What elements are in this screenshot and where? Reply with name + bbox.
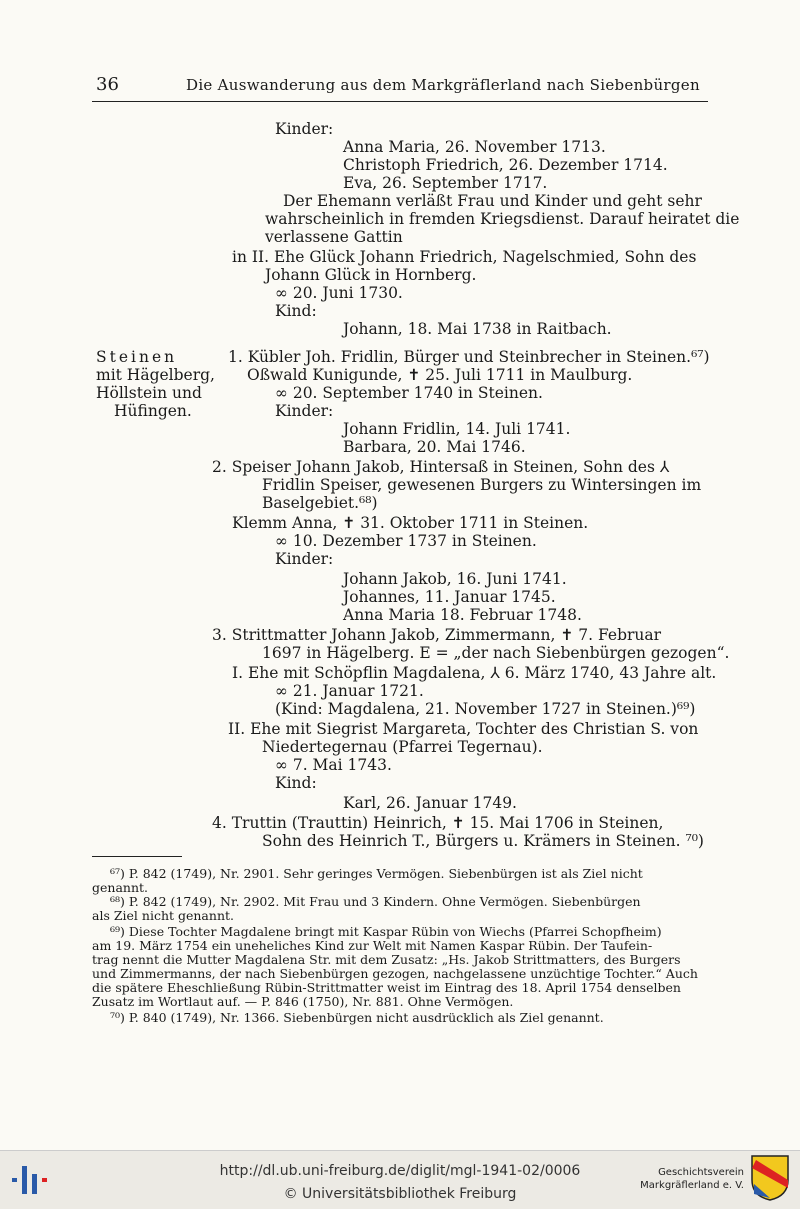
- text-line: Johann Fridlin, 14. Juli 1741.: [343, 420, 571, 438]
- footnote-line: und Zimmermanns, der nach Siebenbürgen gezogen, nachgelassene unzüchtige Tochter.“ Auch: [92, 966, 698, 981]
- text-line: verlassene Gattin: [265, 228, 403, 246]
- text-line: 4. Truttin (Trauttin) Heinrich, ✝ 15. Mai 1706 in Steinen,: [212, 814, 664, 832]
- text-line: Anna Maria 18. Februar 1748.: [343, 606, 582, 624]
- footnote-line: die spätere Eheschließung Rübin-Strittmatter weist im Eintrag des 18. April 1754 denselben: [92, 980, 681, 995]
- text-line: Johann Jakob, 16. Juni 1741.: [343, 570, 567, 588]
- footnote-line: ⁶⁸) P. 842 (1749), Nr. 2902. Mit Frau und 3 Kindern. Ohne Vermögen. Siebenbürgen: [110, 894, 641, 909]
- text-line: ∞ 21. Januar 1721.: [275, 682, 424, 700]
- text-line: Kind:: [275, 302, 317, 320]
- copyright-text: © Universitätsbibliothek Freiburg: [283, 1186, 517, 1202]
- margin-note-line: Steinen: [96, 348, 178, 366]
- text-line: Kinder:: [275, 120, 334, 138]
- footnote-line: am 19. März 1754 ein uneheliches Kind zur Welt mit Namen Kaspar Rübin. Der Taufein-: [92, 938, 653, 953]
- society-name-line1: Geschichtsverein: [658, 1167, 744, 1178]
- page-number: 36: [96, 74, 119, 95]
- society-name: [640, 1166, 744, 1192]
- text-line: Kinder:: [275, 402, 334, 420]
- footnote-line: Zusatz im Wortlaut auf. — P. 846 (1750), Nr. 881. Ohne Vermögen.: [92, 994, 514, 1009]
- text-line: Fridlin Speiser, gewesenen Burgers zu Wintersingen im: [262, 476, 702, 494]
- text-line: Baselgebiet.⁶⁸): [262, 494, 378, 512]
- footnote-line: als Ziel nicht genannt.: [92, 908, 234, 923]
- text-line: in II. Ehe Glück Johann Friedrich, Nagelschmied, Sohn des: [232, 248, 697, 266]
- margin-note-line: Hüfingen.: [114, 402, 192, 420]
- footnote-rule: [92, 856, 182, 857]
- text-line: ∞ 20. September 1740 in Steinen.: [275, 384, 543, 402]
- header-rule: [92, 101, 708, 102]
- text-line: Karl, 26. Januar 1749.: [343, 794, 517, 812]
- text-line: Niedertegernau (Pfarrei Tegernau).: [262, 738, 543, 756]
- text-line: Barbara, 20. Mai 1746.: [343, 438, 526, 456]
- text-line: ∞ 10. Dezember 1737 in Steinen.: [275, 532, 537, 550]
- text-line: 3. Strittmatter Johann Jakob, Zimmermann, ✝ 7. Februar: [212, 626, 662, 644]
- text-line: Der Ehemann verläßt Frau und Kinder und geht sehr: [283, 192, 702, 210]
- text-line: I. Ehe mit Schöpflin Magdalena, ⅄ 6. März 1740, 43 Jahre alt.: [232, 664, 717, 682]
- footnote-line: ⁷⁰) P. 840 (1749), Nr. 1366. Siebenbürgen nicht ausdrücklich als Ziel genannt.: [110, 1010, 604, 1025]
- text-line: ∞ 7. Mai 1743.: [275, 756, 392, 774]
- text-line: Oßwald Kunigunde, ✝ 25. Juli 1711 in Maulburg.: [247, 366, 633, 384]
- text-line: 1697 in Hägelberg. E = „der nach Siebenbürgen gezogen“.: [262, 644, 730, 662]
- running-title: Die Auswanderung aus dem Markgräflerland nach Siebenbürgen: [186, 76, 700, 94]
- footnote-line: ⁶⁷) P. 842 (1749), Nr. 2901. Sehr geringes Vermögen. Siebenbürgen ist als Ziel nicht: [110, 866, 643, 881]
- text-line: Christoph Friedrich, 26. Dezember 1714.: [343, 156, 668, 174]
- society-name-line2: Markgräflerland e. V.: [640, 1180, 744, 1191]
- footnote-line: ⁶⁹) Diese Tochter Magdalene bringt mit Kaspar Rübin von Wiechs (Pfarrei Schopfheim): [110, 924, 662, 939]
- text-line: Sohn des Heinrich T., Bürgers u. Krämers in Steinen. ⁷⁰): [262, 832, 704, 850]
- text-line: Johann, 18. Mai 1738 in Raitbach.: [343, 320, 612, 338]
- text-line: Anna Maria, 26. November 1713.: [343, 138, 606, 156]
- text-line: II. Ehe mit Siegrist Margareta, Tochter des Christian S. von: [228, 720, 699, 738]
- margin-note-line: mit Hägelberg,: [96, 366, 215, 384]
- text-line: Kinder:: [275, 550, 334, 568]
- text-line: wahrscheinlich in fremden Kriegsdienst. Darauf heiratet die: [265, 210, 740, 228]
- text-line: 2. Speiser Johann Jakob, Hintersaß in Steinen, Sohn des ⅄: [212, 458, 670, 476]
- text-line: ∞ 20. Juni 1730.: [275, 284, 403, 302]
- text-line: Kind:: [275, 774, 317, 792]
- footnote-line: genannt.: [92, 880, 148, 895]
- text-line: Eva, 26. September 1717.: [343, 174, 548, 192]
- coat-of-arms-icon[interactable]: [750, 1154, 790, 1202]
- text-line: Johann Glück in Hornberg.: [265, 266, 477, 284]
- text-line: Johannes, 11. Januar 1745.: [343, 588, 556, 606]
- text-line: 1. Kübler Joh. Fridlin, Bürger und Steinbrecher in Steinen.⁶⁷): [228, 348, 710, 366]
- text-line: Klemm Anna, ✝ 31. Oktober 1711 in Steinen.: [232, 514, 589, 532]
- footnote-line: trag nennt die Mutter Magdalena Str. mit dem Zusatz: „Hs. Jakob Strittmatters, des Burgers: [92, 952, 681, 967]
- margin-note-line: Höllstein und: [96, 384, 202, 402]
- page-url-link[interactable]: http://dl.ub.uni-freiburg.de/diglit/mgl-1941-02/0006: [219, 1163, 581, 1179]
- text-line: (Kind: Magdalena, 21. November 1727 in Steinen.)⁶⁹): [275, 700, 696, 718]
